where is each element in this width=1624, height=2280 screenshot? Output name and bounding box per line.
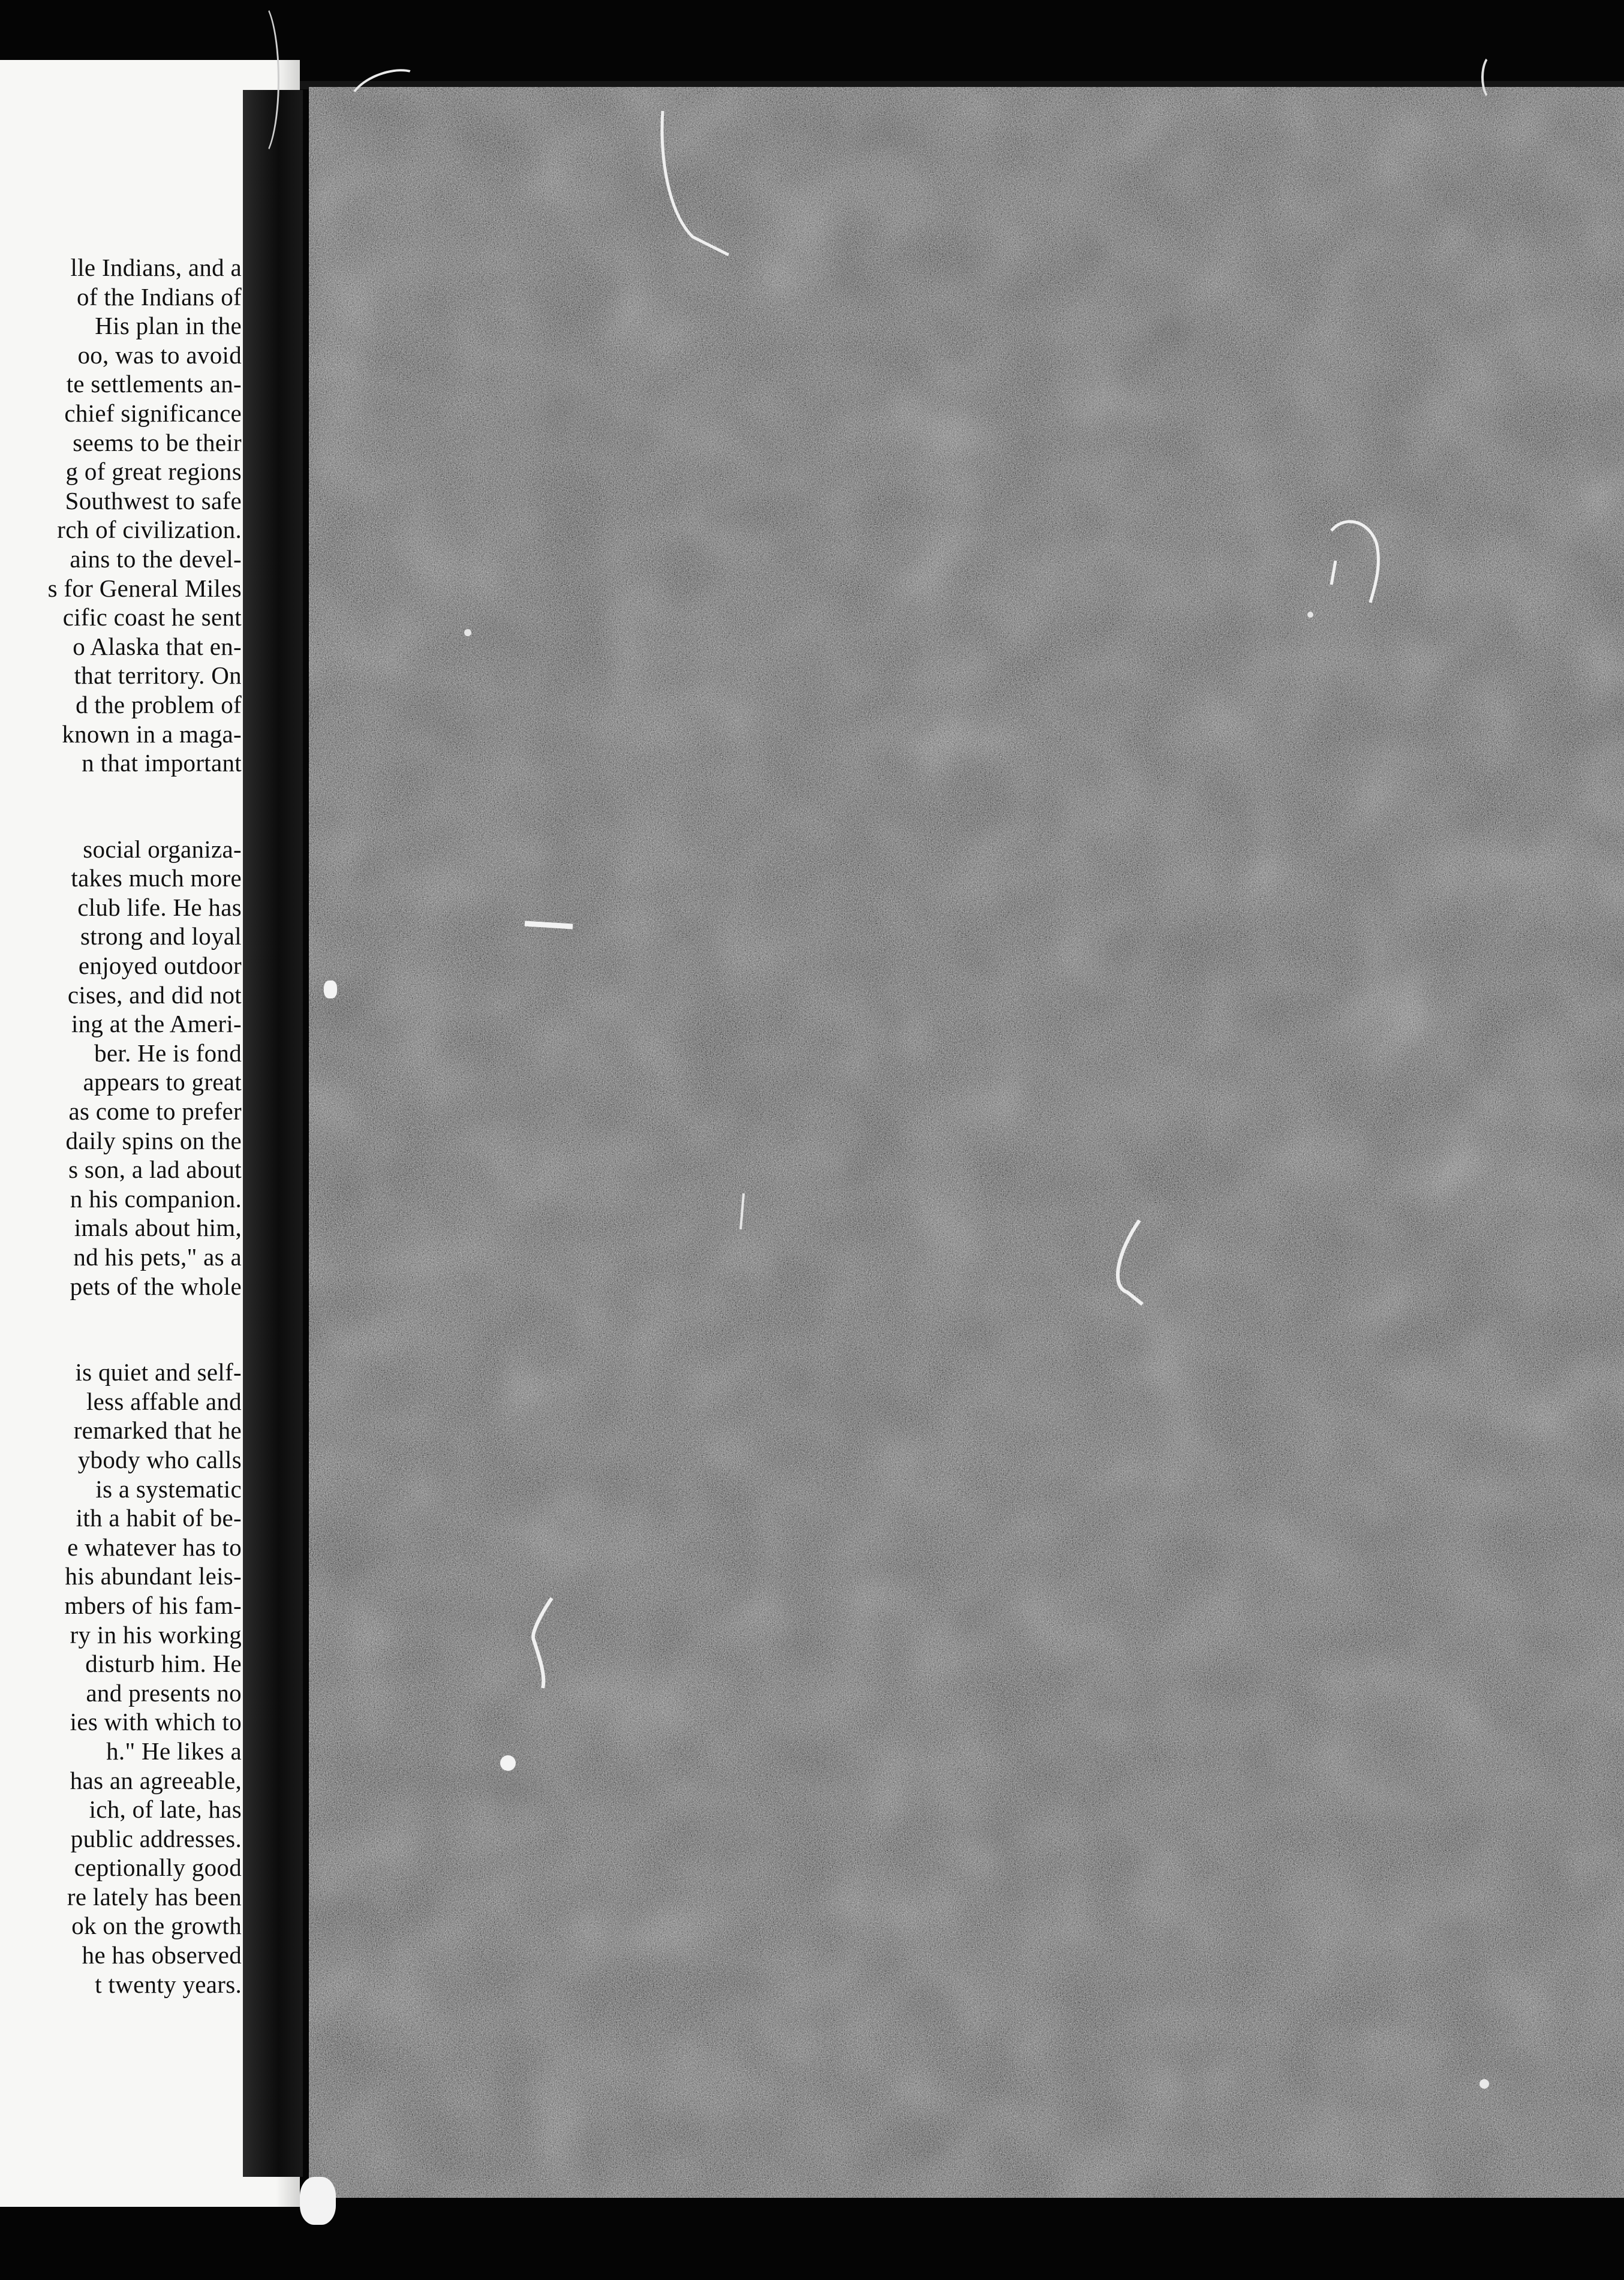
text-line: Southwest to safe — [65, 486, 242, 515]
fiber-mark — [240, 0, 279, 160]
text-column — [0, 253, 242, 2056]
text-line: ies with which to — [70, 1708, 242, 1736]
text-line: o Alaska that en- — [73, 632, 242, 660]
speck — [464, 629, 471, 636]
text-line: cific coast he sent — [62, 603, 242, 631]
text-line: ich, of late, has — [89, 1795, 242, 1824]
text-line: chief significance — [64, 399, 242, 427]
paragraph-2 — [0, 835, 242, 1301]
text-line: g of great regions — [65, 458, 242, 486]
text-line: s son, a lad about — [68, 1156, 242, 1184]
text-line: mbers of his fam- — [64, 1591, 242, 1619]
text-line: te settlements an- — [66, 370, 242, 398]
text-line: known in a maga- — [62, 720, 242, 748]
text-line: s for General Miles — [47, 574, 242, 602]
text-line: and presents no — [86, 1679, 242, 1707]
text-line: remarked that he — [73, 1416, 242, 1445]
fiber-mark — [525, 924, 573, 927]
speck — [500, 1755, 516, 1771]
text-line: is a systematic — [95, 1475, 242, 1503]
text-line: enjoyed outdoor — [78, 952, 242, 980]
text-line: n that important — [82, 749, 242, 777]
text-line: ains to the devel- — [70, 545, 242, 573]
paper-scrap — [300, 2177, 336, 2225]
text-line: nd his pets," as a — [73, 1243, 242, 1271]
text-line: His plan in the — [95, 312, 242, 340]
text-line: social organiza- — [83, 835, 242, 863]
text-line: daily spins on the — [65, 1126, 242, 1154]
text-line: ybody who calls — [77, 1445, 242, 1473]
text-line: pets of the whole — [70, 1272, 242, 1300]
text-line: e whatever has to — [67, 1533, 242, 1561]
text-line: imals about him, — [74, 1214, 242, 1242]
text-line: as come to prefer — [68, 1097, 242, 1126]
text-line: re lately has been — [67, 1882, 242, 1911]
cover-board — [309, 87, 1624, 2198]
text-line: appears to great — [83, 1068, 242, 1096]
speck — [1307, 612, 1313, 618]
text-line: his abundant leis- — [65, 1562, 242, 1590]
cover-texture — [309, 87, 1624, 2198]
text-line: h." He likes a — [106, 1737, 242, 1765]
text-line: lle Indians, and a — [70, 254, 242, 281]
text-line: rch of civilization. — [57, 516, 242, 544]
text-line: cises, and did not — [67, 980, 242, 1009]
book-gutter — [243, 90, 303, 2177]
text-line: of the Indians of — [77, 282, 242, 311]
text-line: t twenty years. — [95, 1970, 242, 1998]
paragraph-1 — [0, 253, 242, 778]
text-line: public addresses. — [70, 1824, 242, 1852]
text-line: ceptionally good — [74, 1854, 242, 1882]
speck — [1479, 2079, 1489, 2089]
text-line: less affable and — [86, 1387, 242, 1415]
text-line: seems to be their — [73, 428, 242, 456]
text-line: ing at the Ameri- — [71, 1010, 242, 1038]
text-line: n his companion. — [70, 1184, 242, 1213]
text-line: d the problem of — [76, 690, 242, 718]
text-line: strong and loyal — [80, 922, 242, 950]
paper-scrap — [324, 980, 337, 998]
text-line: ry in his working — [70, 1620, 242, 1649]
text-line: takes much more — [71, 864, 242, 892]
text-line: that territory. On — [74, 661, 242, 690]
text-line: is quiet and self- — [75, 1358, 242, 1386]
text-line: ok on the growth — [71, 1912, 242, 1940]
text-line: oo, was to avoid — [77, 341, 242, 369]
text-line: he has observed — [82, 1941, 242, 1969]
text-line: ith a habit of be- — [76, 1504, 242, 1532]
text-line: disturb him. He — [85, 1650, 242, 1678]
paragraph-3 — [0, 1358, 242, 1999]
text-line: ber. He is fond — [94, 1039, 242, 1067]
fiber-mark — [1481, 54, 1504, 101]
text-line: club life. He has — [77, 893, 242, 921]
text-line: has an agreeable, — [70, 1766, 242, 1794]
